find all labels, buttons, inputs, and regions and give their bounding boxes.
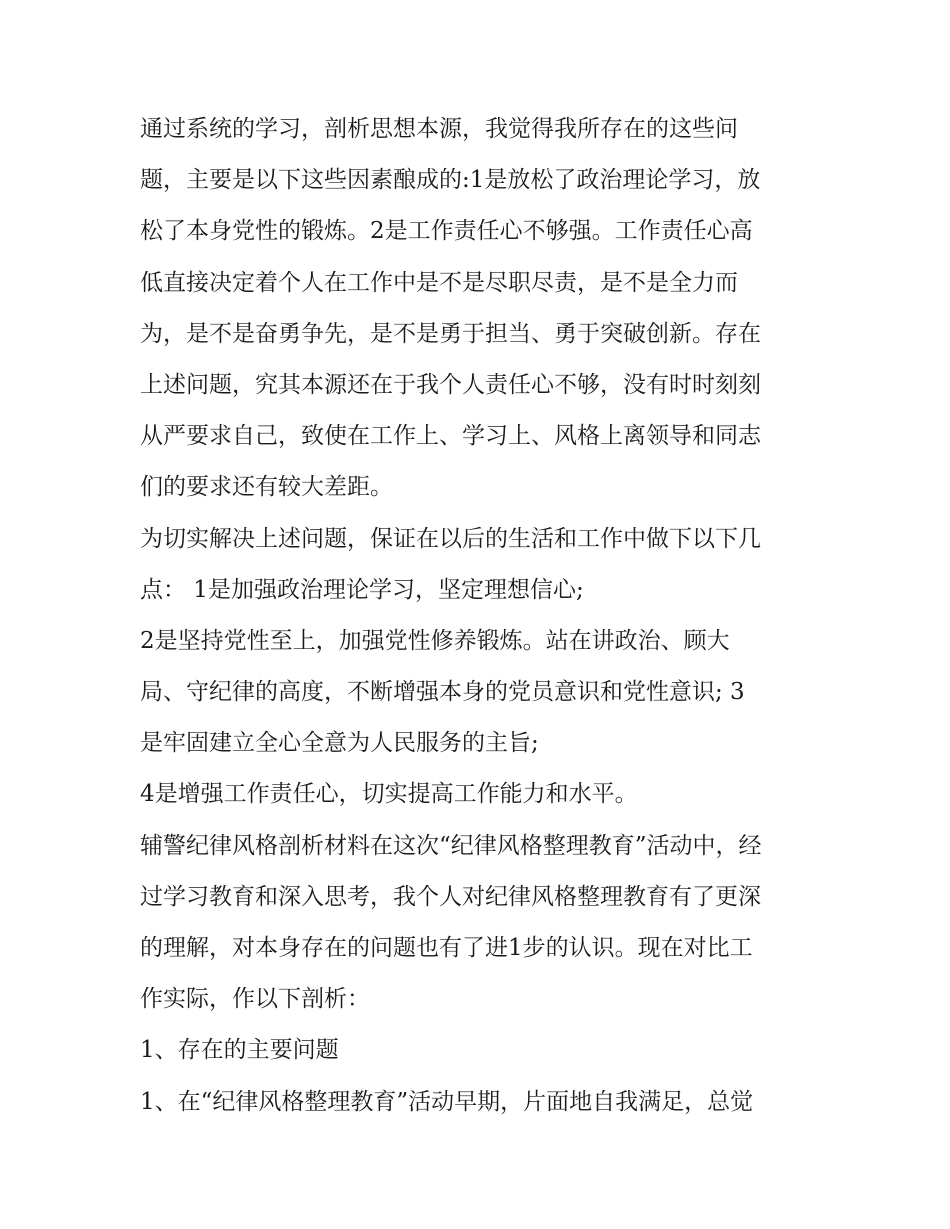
text-line: 通过系统的学习，剖析思想本源，我觉得我所存在的这些问	[140, 116, 738, 142]
text-line: 4是增强工作责任心，切实提高工作能力和水平。	[140, 781, 638, 808]
text-line: 辅警纪律风格剖析材料在这次“纪律风格整理教育”活动中，经	[140, 832, 762, 859]
text-line: 1、存在的主要问题	[140, 1037, 339, 1064]
text-line: 的理解，对本身存在的问题也有了进1步的认识。现在对比工	[140, 935, 753, 961]
text-line: 为切实解决上述问题，保证在以后的生活和工作中做下以下几	[140, 525, 761, 552]
text-line: 从严要求自己，致使在工作上、学习上、风格上离领导和同志	[140, 423, 761, 450]
text-line: 为，是不是奋勇争先，是不是勇于担当、勇于突破创新。存在	[140, 320, 761, 347]
document-body	[140, 104, 815, 1128]
text-line: 过学习教育和深入思考，我个人对纪律风格整理教育有了更深	[140, 883, 761, 910]
text-line: 们的要求还有较大差距。	[140, 474, 393, 501]
text-line: 作实际，作以下剖析：	[140, 986, 370, 1013]
text-line: 局、守纪律的高度，不断增强本身的党员意识和党性意识; 3	[140, 679, 745, 706]
text-line: 1、在“纪律风格整理教育”活动早期，片面地自我满足，总觉	[140, 1088, 754, 1115]
text-line: 点： 1是加强政治理论学习，坚定理想信心;	[140, 576, 584, 603]
text-line: 松了本身党性的锻炼。2是工作责任心不够强。工作责任心高	[140, 218, 753, 245]
text-line: 是牢固建立全心全意为人民服务的主旨;	[140, 730, 539, 757]
text-line: 2是坚持党性至上，加强党性修养锻炼。站在讲政治、顾大	[140, 627, 730, 654]
text-line: 低直接决定着个人在工作中是不是尽职尽责，是不是全力而	[140, 269, 738, 296]
text-line: 上述问题，究其本源还在于我个人责任心不够，没有时时刻刻	[140, 371, 761, 398]
text-line: 题，主要是以下这些因素酿成的:1是放松了政治理论学习，放	[140, 167, 761, 194]
